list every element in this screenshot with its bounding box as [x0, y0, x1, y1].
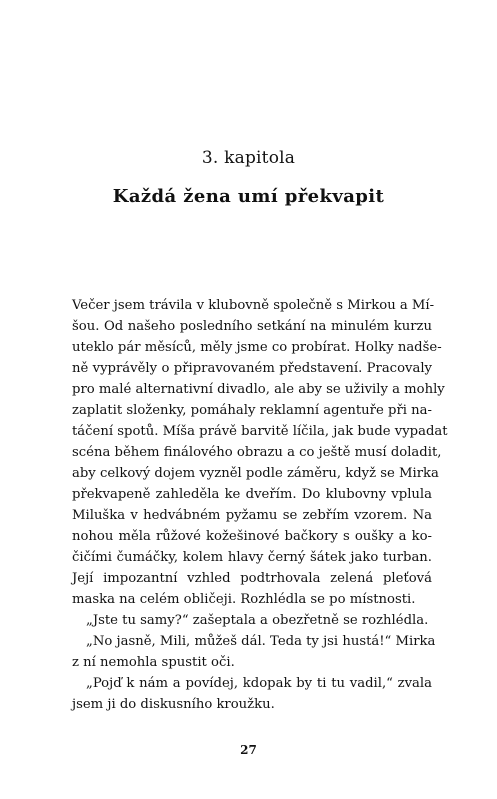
text-line: scéna během finálového obrazu a co ještě musí doladit, — [72, 445, 442, 460]
text-line: Miluška v hedvábném pyžamu se zebřím vzorem. Na — [72, 508, 432, 523]
text-line: uteklo pár měsíců, měly jsme co probírat. Holky nadše- — [72, 340, 442, 355]
body-text — [72, 295, 448, 715]
page-number: 27 — [240, 743, 257, 757]
text-line: aby celkový dojem vyzněl podle záměru, když se Mirka — [72, 466, 439, 481]
text-line: pro malé alternativní divadlo, ale aby se uživily a mohly — [72, 382, 445, 397]
text-line: šou. Od našeho posledního setkání na minulém kurzu — [72, 319, 432, 334]
text-line: zaplatit složenky, pomáhaly reklamní agentuře při na- — [72, 403, 432, 418]
text-line: jsem ji do diskusního kroužku. — [72, 697, 275, 712]
text-line: z ní nemohla spustit oči. — [72, 655, 235, 670]
text-line: překvapeně zahleděla ke dveřím. Do klubovny vplula — [72, 487, 432, 502]
text-line: Její impozantní vzhled podtrhovala zelená pleťová — [72, 571, 432, 586]
text-line: „Jste tu samy?“ zašeptala a obezřetně se rozhlédla. — [86, 613, 429, 628]
text-line: nohou měla růžové kožešinové bačkory s oušky a ko- — [72, 529, 432, 544]
text-line: maska na celém obličeji. Rozhlédla se po místnosti. — [72, 592, 416, 607]
chapter-title: Každá žena umí překvapit — [112, 186, 385, 207]
text-line: „No jasně, Mili, můžeš dál. Teda ty jsi hustá!“ Mirka — [86, 634, 436, 649]
text-line: táčení spotů. Míša právě barvitě líčila, jak bude vypadat — [72, 424, 448, 439]
text-line: čičími čumáčky, kolem hlavy černý šátek jako turban. — [72, 550, 432, 565]
chapter-number: 3. kapitola — [201, 148, 296, 168]
text-line: Večer jsem trávila v klubovně společně s Mirkou a Mí- — [72, 298, 435, 313]
text-line: „Pojď k nám a povídej, kdopak by ti tu vadil,“ zvala — [86, 676, 432, 691]
text-line: ně vyprávěly o připravovaném představení. Pracovaly — [72, 361, 432, 376]
